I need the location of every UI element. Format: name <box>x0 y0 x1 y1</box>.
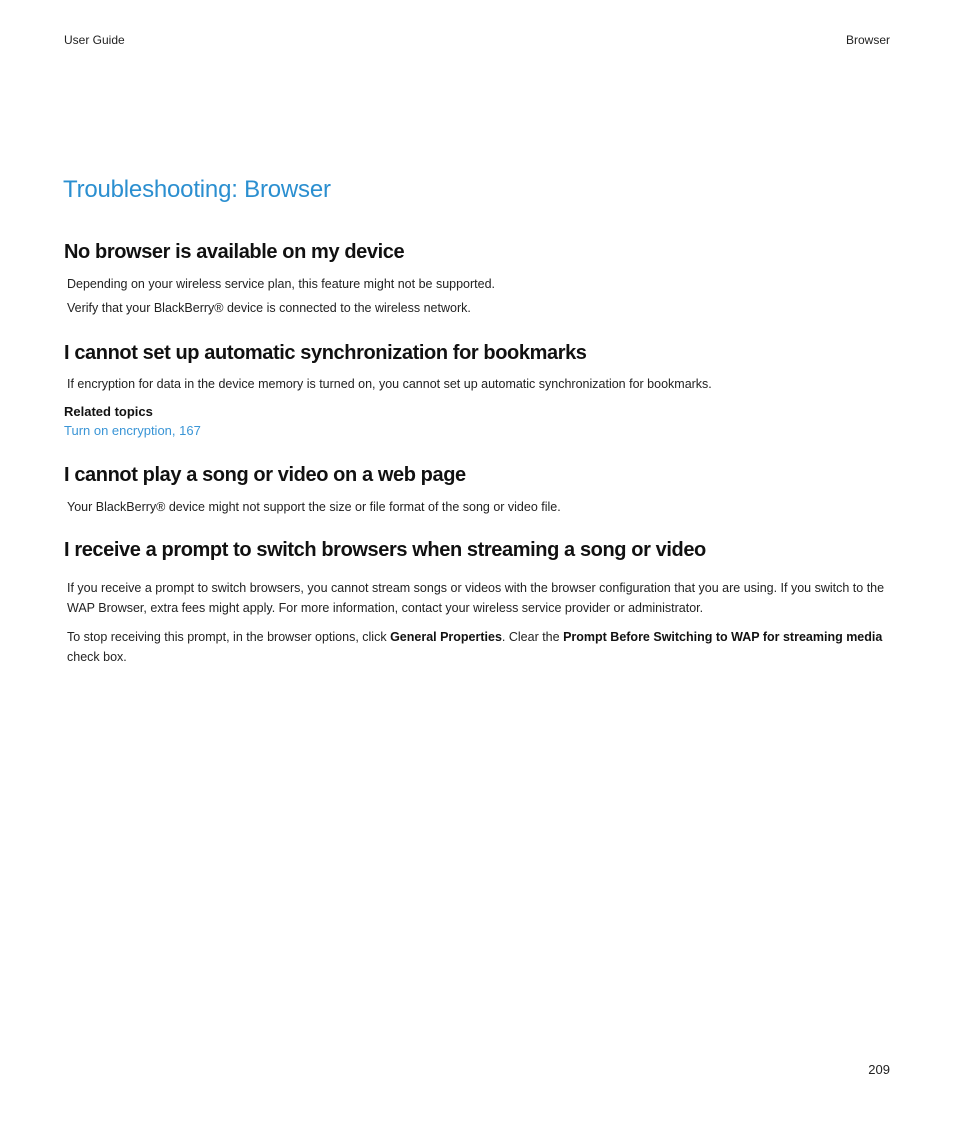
page-number: 209 <box>868 1062 890 1077</box>
section-heading-no-browser: No browser is available on my device <box>64 241 405 263</box>
header-chapter-name: Browser <box>845 33 890 47</box>
section-heading-switch-browsers: I receive a prompt to switch browsers when streaming a song or video <box>64 539 706 561</box>
section-heading-play-song: I cannot play a song or video on a web page <box>64 464 466 486</box>
paragraph-stop-prompt <box>67 627 893 667</box>
paragraph: Your BlackBerry® device might not support the size or file format of the song or video file. <box>67 500 561 514</box>
paragraph: If encryption for data in the device memory is turned on, you cannot set up automatic synchronization for bookmarks. <box>67 377 712 391</box>
text: . Clear the <box>501 630 564 644</box>
related-topic-link[interactable]: Turn on encryption, 167 <box>64 423 201 438</box>
paragraph: If you receive a prompt to switch browsers, you cannot stream songs or videos with the browser configuration that you are using. If you switch to the WAP Browser, extra fees might apply. For more information, contact your wireless service provider or administrator. <box>67 581 885 615</box>
chapter-title: Troubleshooting: Browser <box>63 176 331 203</box>
ui-term-general-properties: General Properties <box>390 630 502 644</box>
text: check box. <box>67 650 127 664</box>
related-topics-label: Related topics <box>64 404 153 419</box>
text: To stop receiving this prompt, in the browser options, click <box>67 630 391 644</box>
paragraph: Verify that your BlackBerry® device is connected to the wireless network. <box>67 301 471 315</box>
header-guide-title: User Guide <box>64 33 125 47</box>
paragraph: Depending on your wireless service plan, this feature might not be supported. <box>67 277 496 291</box>
ui-term-prompt-checkbox: Prompt Before Switching to WAP for streaming media <box>563 630 883 644</box>
section-heading-bookmark-sync: I cannot set up automatic synchronization for bookmarks <box>64 342 587 364</box>
